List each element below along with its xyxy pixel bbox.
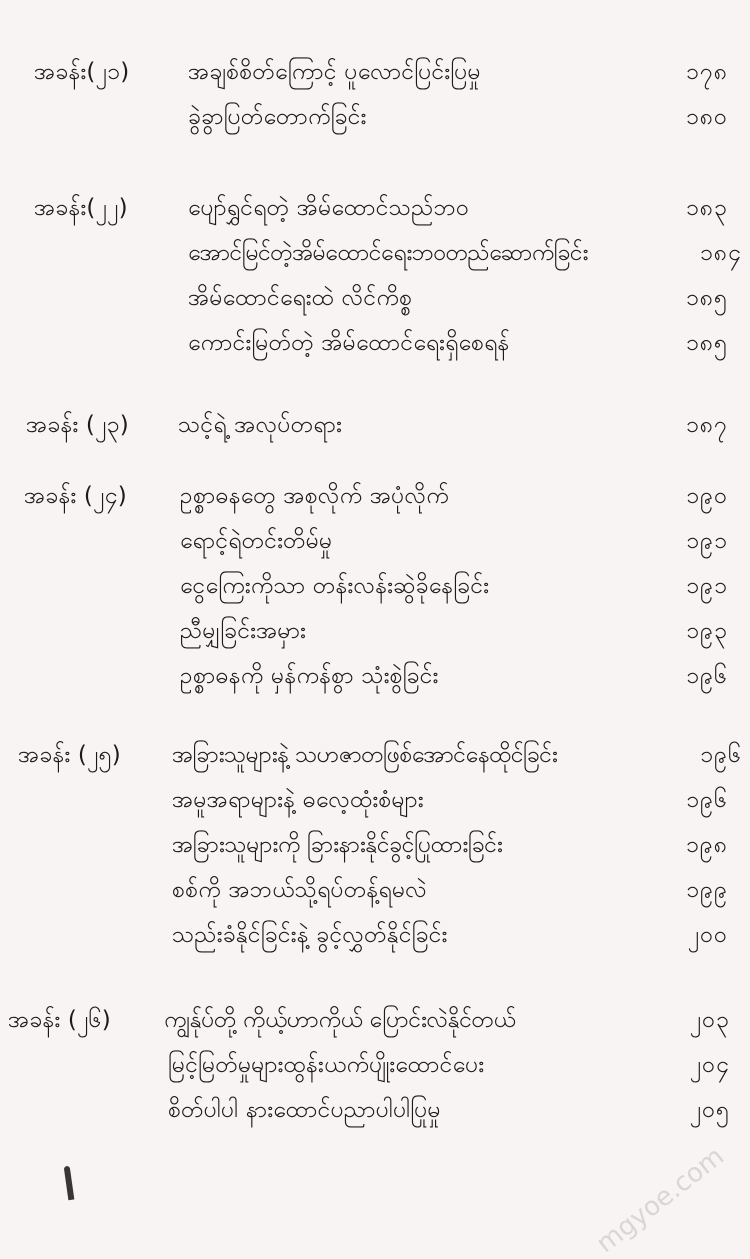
toc-entry — [0, 915, 750, 955]
chapter-label: အခန်း (၂၅) — [18, 742, 121, 768]
entry-title: အောင်မြင်တဲ့အိမ်ထောင်ရေးဘဝတည်ဆောက်ခြင်း — [188, 240, 588, 266]
page-edge-mark — [64, 1166, 75, 1201]
toc-entry — [0, 825, 750, 865]
page-number: ၁၉၉ — [686, 877, 728, 903]
page-number: ၁၉၁ — [686, 573, 728, 599]
toc-entry — [0, 780, 750, 820]
chapter-label: အခန်း (၂၄) — [24, 483, 127, 509]
entry-title: သင့်ရဲ့ အလုပ်တရား — [178, 412, 343, 438]
chapter-label: အခန်း (၂၃) — [26, 412, 129, 438]
entry-title: အိမ်ထောင်ရေးထဲ လိင်ကိစ္စ — [188, 285, 413, 311]
entry-title: ဥစ္စာဓနတွေ အစုလိုက် အပုံလိုက် — [180, 483, 449, 509]
toc-entry — [0, 870, 750, 910]
toc-entry — [0, 566, 750, 606]
page-number: ၁၈၇ — [685, 412, 728, 438]
toc-entry — [0, 323, 750, 363]
chapter-label: အခန်း (၂၆) — [8, 1007, 111, 1033]
page-number: ၂၀၅ — [689, 1097, 730, 1123]
page-number: ၁၉၃ — [686, 618, 728, 644]
page-number: ၁၈၅ — [685, 285, 728, 311]
entry-title: သည်းခံနိုင်ခြင်းနဲ့ ခွင့်လွှတ်နိုင်ခြင်း — [172, 922, 448, 948]
entry-title: အခြားသူများကို ခြားနားနိုင်ခွင့်ပြုထားခြင်း — [172, 832, 503, 858]
toc-entry — [0, 1000, 750, 1040]
entry-title: ကျွန်ုပ်တို့ ကိုယ့်ဟာကိုယ် ပြောင်းလဲနိုင်တယ် — [164, 1007, 516, 1033]
page-number: ၁၉၆ — [686, 663, 728, 689]
toc-entry — [0, 1090, 750, 1130]
toc-entry — [0, 188, 750, 228]
toc-entry — [0, 656, 750, 696]
entry-title: ကောင်းမြတ်တဲ့ အိမ်ထောင်ရေးရှိစေရန် — [188, 330, 510, 356]
entry-title: ပျော်ရွှင်ရတဲ့ အိမ်ထောင်သည်ဘဝ — [188, 195, 470, 221]
toc-entry — [0, 735, 750, 775]
entry-title: အခြားသူများနဲ့ သဟဇာတဖြစ်အောင်နေထိုင်ခြင်း — [172, 742, 558, 768]
page-number: ၁၈၄ — [699, 240, 742, 266]
entry-title: ခွဲခွာပြတ်တောက်ခြင်း — [188, 104, 367, 130]
page-number: ၁၇၈ — [685, 59, 728, 85]
page-number: ၁၉၁ — [686, 528, 728, 554]
page-number: ၁၈၅ — [685, 330, 728, 356]
page-number: ၁၈၃ — [685, 195, 728, 221]
toc-entry — [0, 1045, 750, 1085]
toc-entry — [0, 405, 750, 445]
page-number: ၁၉၆ — [700, 742, 742, 768]
toc-entry — [0, 611, 750, 651]
toc-entry — [0, 521, 750, 561]
entry-title: အချစ်စိတ်ကြောင့် ပူလောင်ပြင်းပြမှု — [188, 59, 481, 85]
toc-entry — [0, 476, 750, 516]
page-number: ၁၈၀ — [685, 104, 728, 130]
toc-entry — [0, 52, 750, 92]
chapter-label: အခန်း(၂၂) — [34, 195, 128, 221]
page-number: ၁၉၀ — [686, 483, 728, 509]
toc-entry — [0, 278, 750, 318]
toc-entry — [0, 233, 750, 273]
page-number: ၂၀၀ — [687, 922, 728, 948]
entry-title: ညီမျှခြင်းအမှား — [180, 618, 307, 644]
page-number: ၁၉၆ — [686, 787, 728, 813]
entry-title: အမူအရာများနဲ့ ဓလေ့ထုံးစံများ — [172, 787, 424, 813]
entry-title: စိတ်ပါပါ နားထောင်ပညာပါပါပြုမှု — [168, 1097, 441, 1123]
entry-title: ငွေကြေးကိုသာ တန်းလန်းဆွဲခိုနေခြင်း — [180, 573, 490, 599]
page-number: ၁၉၈ — [685, 832, 728, 858]
chapter-label: အခန်း(၂၁) — [34, 59, 130, 85]
toc-entry — [0, 97, 750, 137]
entry-title: ရောင့်ရဲတင်းတိမ်မှု — [180, 528, 333, 554]
page-number: ၂၀၃ — [689, 1007, 730, 1033]
watermark-text: mgyoe.com — [591, 1141, 730, 1259]
entry-title: ဥစ္စာဓနကို မှန်ကန်စွာ သုံးစွဲခြင်း — [180, 663, 439, 689]
entry-title: မြင့်မြတ်မှုများထွန်းယက်ပျိုးထောင်ပေး — [168, 1052, 485, 1078]
entry-title: စစ်ကို အဘယ်သို့ရပ်တန့်ရမလဲ — [172, 877, 428, 903]
page-number: ၂၀၄ — [689, 1052, 730, 1078]
